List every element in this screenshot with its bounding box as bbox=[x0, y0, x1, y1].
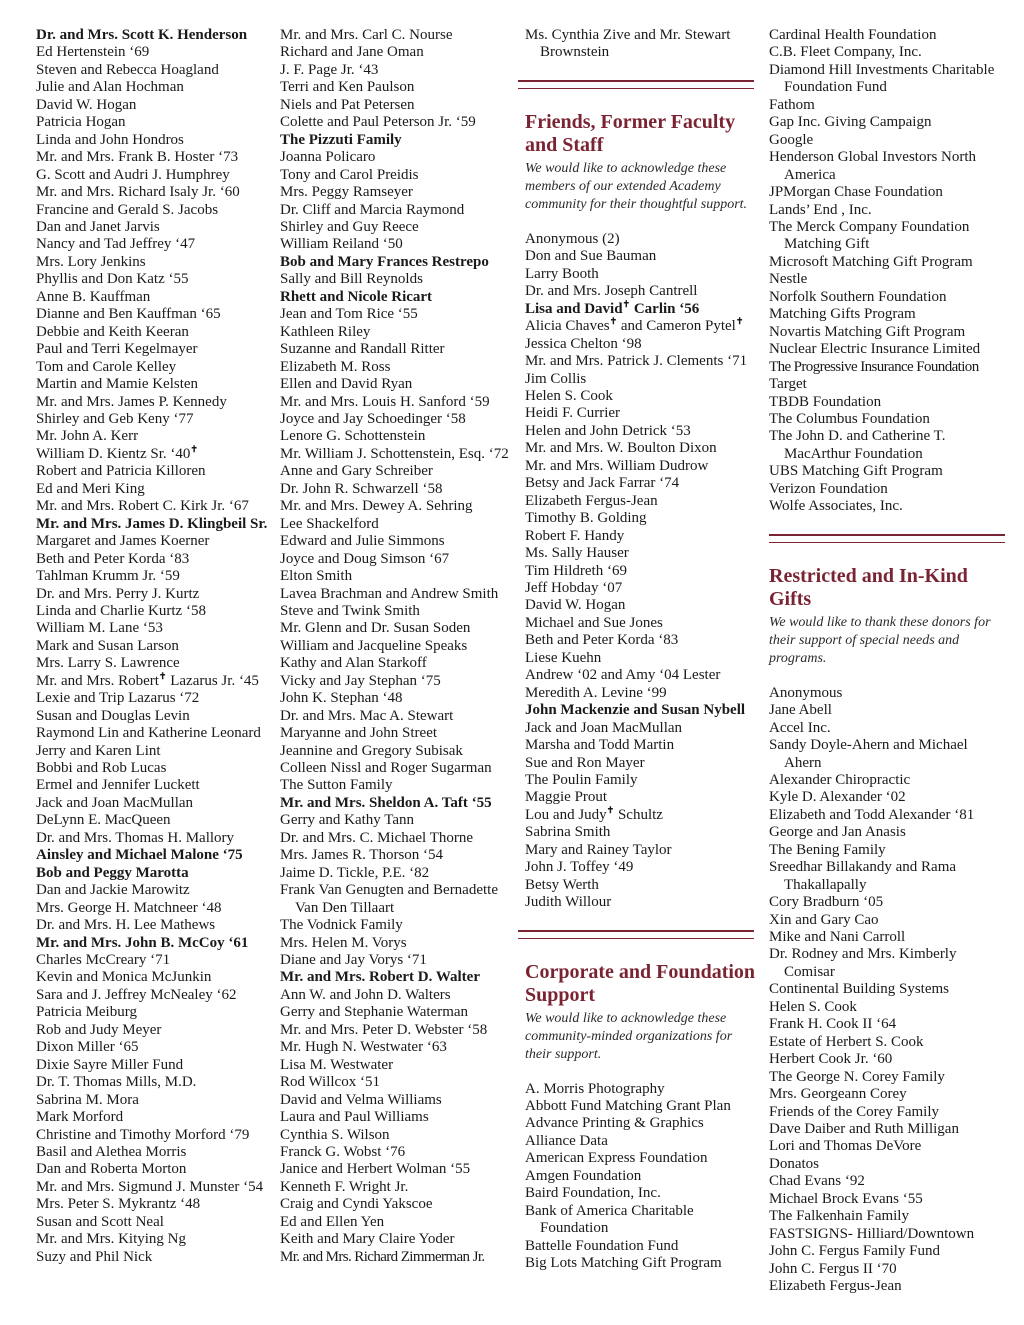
donor-name: Lisa M. Westwater bbox=[280, 1056, 394, 1073]
donor-name: Dr. and Mrs. Perry J. Kurtz bbox=[36, 585, 200, 602]
donor-name: Franck G. Wobst ‘76 bbox=[280, 1144, 406, 1160]
donor-name: Ed and Meri King bbox=[36, 480, 145, 497]
donor-name: Sally and Bill Reynolds bbox=[280, 271, 423, 288]
donor-name: Anonymous (2) bbox=[525, 230, 620, 247]
donor-name: Mr. Hugh N. Westwater ‘63 bbox=[280, 1039, 447, 1056]
donor-name: Alicia Chaves✝ and Cameron Pytel✝ bbox=[525, 316, 744, 335]
donor-name: Mark Morford bbox=[36, 1109, 124, 1126]
donor-name: Betsy Werth bbox=[525, 876, 599, 893]
donor-name: Helen S. Cook bbox=[525, 387, 613, 404]
donor-name: Ed and Ellen Yen bbox=[280, 1213, 385, 1230]
donor-name: The Sutton Family bbox=[280, 777, 393, 794]
donor-name: Kathy and Alan Starkoff bbox=[280, 655, 427, 672]
donor-name: Dr. and Mrs. Joseph Cantrell bbox=[525, 283, 698, 300]
donor-name: Dan and Janet Jarvis bbox=[36, 218, 160, 235]
donor-name: Meredith A. Levine ‘99 bbox=[525, 684, 667, 701]
donor-name: Nestle bbox=[769, 271, 808, 288]
deceased-mark: ✝ bbox=[158, 670, 167, 681]
donor-name: David W. Hogan bbox=[36, 96, 137, 113]
donor-name: Dr. and Mrs. C. Michael Thorne bbox=[280, 829, 474, 846]
donor-name: Maggie Prout bbox=[525, 789, 608, 806]
donor-name: Liese Kuehn bbox=[525, 649, 602, 666]
donor-name: Jaime D. Tickle, P.E. ‘82 bbox=[280, 864, 430, 881]
section-divider bbox=[769, 534, 1005, 543]
donor-name: Dianne and Ben Kauffman ‘65 bbox=[36, 306, 221, 323]
donor-name: Diamond Hill Investments Charitable Foundation Fund bbox=[769, 61, 995, 96]
donor-name: Mr. and Mrs. Carl C. Nourse bbox=[280, 27, 453, 43]
donor-name: Big Lots Matching Gift Program bbox=[525, 1255, 722, 1272]
donor-name: Kathleen Riley bbox=[280, 323, 371, 340]
donor-name: Rhett and Nicole Ricart bbox=[280, 288, 433, 305]
donor-name: William D. Kientz Sr. ‘40✝ bbox=[36, 443, 198, 462]
donor-name: Jack and Joan MacMullan bbox=[525, 719, 683, 736]
donor-name: Helen and John Detrick ‘53 bbox=[525, 422, 691, 439]
donor-name: Advance Printing & Graphics bbox=[525, 1115, 704, 1132]
donor-name: William and Jacqueline Speaks bbox=[280, 637, 468, 654]
donor-name: The Bening Family bbox=[769, 841, 886, 858]
donor-name: The Columbus Foundation bbox=[769, 410, 930, 427]
friends-donor-list bbox=[525, 231, 757, 912]
donor-name: Ed Hertenstein ‘69 bbox=[36, 44, 150, 61]
donor-name: Betsy and Jack Farrar ‘74 bbox=[525, 475, 680, 492]
section-intro-corporate: We would like to acknowledge these community-minded organizations for their support. bbox=[525, 1010, 733, 1062]
donor-name: Accel Inc. bbox=[769, 719, 831, 736]
donor-name: Mr. John A. Kerr bbox=[36, 428, 139, 445]
donor-column-3 bbox=[525, 27, 757, 1273]
donor-name: Verizon Foundation bbox=[769, 480, 888, 497]
donor-name: Anne B. Kauffman bbox=[36, 288, 151, 305]
donor-name: Heidi F. Currier bbox=[525, 405, 621, 422]
donor-name: Tahlman Krumm Jr. ‘59 bbox=[36, 568, 180, 585]
donor-name: Bank of America Charitable Foundation bbox=[525, 1202, 694, 1237]
donor-name: Elton Smith bbox=[280, 568, 353, 585]
donor-name: Dr. T. Thomas Mills, M.D. bbox=[36, 1074, 197, 1091]
deceased-mark: ✝ bbox=[609, 316, 618, 327]
donor-name: Amgen Foundation bbox=[525, 1167, 642, 1184]
donor-name: Basil and Alethea Morris bbox=[36, 1144, 187, 1160]
donor-name: Microsoft Matching Gift Program bbox=[769, 253, 973, 270]
deceased-mark: ✝ bbox=[190, 443, 198, 454]
corporate-donor-list-continued bbox=[769, 27, 1007, 516]
donor-name: Marsha and Todd Martin bbox=[525, 737, 675, 754]
donor-name: Kenneth F. Wright Jr. bbox=[280, 1178, 409, 1195]
donor-name: Mr. and Mrs. Frank B. Hoster ‘73 bbox=[36, 149, 239, 166]
donor-name: Gap Inc. Giving Campaign bbox=[769, 114, 932, 131]
donor-name: Elizabeth and Todd Alexander ‘81 bbox=[769, 806, 975, 823]
donor-name: Joyce and Jay Schoedinger ‘58 bbox=[280, 410, 466, 427]
donor-name: Friends of the Corey Family bbox=[769, 1103, 939, 1120]
donor-name: Dr. and Mrs. H. Lee Mathews bbox=[36, 917, 216, 934]
donor-name: Robert and Patricia Killoren bbox=[36, 463, 206, 480]
donor-name: Elizabeth Fergus-Jean bbox=[525, 492, 658, 509]
donor-name: JPMorgan Chase Foundation bbox=[769, 184, 943, 201]
donor-name: Ann W. and John D. Walters bbox=[280, 986, 451, 1003]
donor-name: C.B. Fleet Company, Inc. bbox=[769, 44, 922, 61]
donor-name: George and Jan Anasis bbox=[769, 824, 906, 841]
donor-name: Jim Collis bbox=[525, 370, 587, 387]
donor-name: Sabrina M. Mora bbox=[36, 1091, 139, 1108]
donor-name: John J. Toffey ‘49 bbox=[525, 859, 634, 876]
donor-name: Linda and John Hondros bbox=[36, 131, 184, 148]
donor-name: Maryanne and John Street bbox=[280, 725, 438, 742]
donor-name: The George N. Corey Family bbox=[769, 1068, 945, 1085]
donor-name: Alliance Data bbox=[525, 1132, 608, 1149]
donor-name: Mr. and Mrs. Louis H. Sanford ‘59 bbox=[280, 393, 490, 410]
donor-name: Rod Willcox ‘51 bbox=[280, 1074, 380, 1091]
donor-name: Dan and Roberta Morton bbox=[36, 1161, 187, 1178]
donor-name: Jeff Hobday ‘07 bbox=[525, 579, 623, 596]
donor-name: Charles McCreary ‘71 bbox=[36, 952, 171, 969]
donor-name: Mrs. Peggy Ramseyer bbox=[280, 184, 413, 201]
section-divider bbox=[518, 930, 754, 939]
section-heading-friends: Friends, Former Faculty and Staff bbox=[525, 110, 736, 157]
donor-name: John K. Stephan ‘48 bbox=[280, 690, 403, 707]
donor-name: Xin and Gary Cao bbox=[769, 911, 879, 928]
donor-name: Gerry and Stephanie Waterman bbox=[280, 1004, 469, 1021]
donor-name: Google bbox=[769, 131, 814, 148]
donor-name: Ms. Sally Hauser bbox=[525, 545, 629, 562]
donor-name: David and Velma Williams bbox=[280, 1091, 442, 1108]
donor-name: Dr. John R. Schwarzell ‘58 bbox=[280, 480, 443, 497]
donor-name: Steve and Twink Smith bbox=[280, 602, 420, 619]
donor-name: G. Scott and Audri J. Humphrey bbox=[36, 166, 230, 183]
donor-name: Dr. Rodney and Mrs. Kimberly Comisar bbox=[769, 946, 957, 980]
donor-name: American Express Foundation bbox=[525, 1150, 708, 1167]
donor-name: Judith Willour bbox=[525, 894, 612, 911]
donor-name: Laura and Paul Williams bbox=[280, 1109, 429, 1126]
donor-name: Abbott Fund Matching Grant Plan bbox=[525, 1098, 731, 1115]
donor-name: Robert F. Handy bbox=[525, 527, 625, 544]
donor-name: Mrs. Peter S. Mykrantz ‘48 bbox=[36, 1196, 201, 1213]
column-3-continued-list bbox=[525, 27, 757, 62]
donor-name: Lands’ End , Inc. bbox=[769, 201, 872, 218]
donor-name: Lexie and Trip Lazarus ‘72 bbox=[36, 690, 200, 707]
donor-name: Mr. and Mrs. Patrick J. Clements ‘71 bbox=[525, 353, 748, 370]
donor-name: Battelle Foundation Fund bbox=[525, 1237, 679, 1254]
donor-name: Sreedhar Billakandy and Rama Thakallapally bbox=[769, 859, 957, 893]
donor-name: Baird Foundation, Inc. bbox=[525, 1185, 661, 1202]
donor-name: Mr. and Mrs. Sheldon A. Taft ‘55 bbox=[280, 794, 492, 811]
donor-name: Fathom bbox=[769, 96, 815, 113]
deceased-mark: ✝ bbox=[735, 316, 744, 327]
section-intro-restricted: We would like to thank these donors for their support of special needs and programs. bbox=[769, 614, 991, 666]
donor-name: Susan and Douglas Levin bbox=[36, 707, 190, 724]
donor-name: Don and Sue Bauman bbox=[525, 248, 657, 265]
donor-name: Phyllis and Don Katz ‘55 bbox=[36, 271, 189, 288]
donor-name: Mary and Rainey Taylor bbox=[525, 841, 672, 858]
donor-name: Patricia Hogan bbox=[36, 114, 126, 131]
deceased-mark: ✝ bbox=[606, 804, 615, 815]
donor-name: Elizabeth Fergus-Jean bbox=[769, 1278, 902, 1295]
donor-name: Mr. and Mrs. James P. Kennedy bbox=[36, 393, 227, 410]
donor-name: Mr. and Mrs. Richard Isaly Jr. ‘60 bbox=[36, 184, 240, 201]
donor-name: Lisa and David✝ Carlin ‘56 bbox=[525, 298, 700, 317]
donor-name: Elizabeth M. Ross bbox=[280, 358, 391, 375]
donor-name: Frank H. Cook II ‘64 bbox=[769, 1016, 897, 1033]
donor-name: Jeannine and Gregory Subisak bbox=[280, 742, 463, 759]
donor-name: Mrs. Larry S. Lawrence bbox=[36, 655, 180, 672]
donor-name: Tom and Carole Kelley bbox=[36, 358, 177, 375]
donor-name: Ainsley and Michael Malone ‘75 bbox=[36, 847, 243, 864]
donor-name: Dave Daiber and Ruth Milligan bbox=[769, 1121, 959, 1138]
donor-name: Continental Building Systems bbox=[769, 981, 950, 998]
donor-name: Dixie Sayre Miller Fund bbox=[36, 1056, 184, 1073]
donor-name: Colette and Paul Peterson Jr. ‘59 bbox=[280, 114, 476, 131]
donor-name: Mr. and Mrs. Sigmund J. Munster ‘54 bbox=[36, 1178, 264, 1195]
donor-name: Jack and Joan MacMullan bbox=[36, 794, 194, 811]
donor-name: DeLynn E. MacQueen bbox=[36, 812, 171, 829]
donor-name: Mr. and Mrs. Richard Zimmerman Jr. bbox=[280, 1248, 485, 1265]
donor-name: Mr. and Mrs. Robert✝ Lazarus Jr. ‘45 bbox=[36, 670, 259, 689]
donor-name: Cardinal Health Foundation bbox=[769, 27, 937, 43]
donor-name: The Poulin Family bbox=[525, 771, 638, 788]
donor-name: The Pizzuti Family bbox=[280, 131, 402, 148]
donor-name: The John D. and Catherine T. MacArthur Foundation bbox=[769, 428, 946, 462]
donor-name: Shirley and Geb Keny ‘77 bbox=[36, 410, 194, 427]
donor-name: Mrs. James R. Thorson ‘54 bbox=[280, 847, 444, 864]
section-divider bbox=[518, 80, 754, 89]
donor-name: Francine and Gerald S. Jacobs bbox=[36, 201, 219, 218]
donor-name: David W. Hogan bbox=[525, 597, 626, 614]
donor-name: A. Morris Photography bbox=[525, 1080, 665, 1097]
donor-name: Lou and Judy✝ Schultz bbox=[525, 804, 663, 823]
donor-name: Gerry and Kathy Tann bbox=[280, 812, 415, 829]
donor-name: Dr. and Mrs. Scott K. Henderson bbox=[36, 27, 248, 43]
donor-name: Mr. and Mrs. Kitying Ng bbox=[36, 1231, 186, 1248]
donor-name: Richard and Jane Oman bbox=[280, 44, 424, 61]
donor-name: Colleen Nissl and Roger Sugarman bbox=[280, 760, 492, 777]
donor-name: Terri and Ken Paulson bbox=[280, 79, 415, 96]
donor-name: Vicky and Jay Stephan ‘75 bbox=[280, 672, 441, 689]
donor-name: Mr. and Mrs. William Dudrow bbox=[525, 457, 709, 474]
donor-name: John Mackenzie and Susan Nybell bbox=[525, 702, 746, 719]
donor-name: Edward and Julie Simmons bbox=[280, 533, 445, 550]
donor-name: Debbie and Keith Keeran bbox=[36, 323, 189, 340]
donor-name: Paul and Terri Kegelmayer bbox=[36, 341, 198, 358]
donor-name: William M. Lane ‘53 bbox=[36, 620, 163, 637]
donor-name: Mr. and Mrs. James D. Klingbeil Sr. bbox=[36, 515, 268, 532]
donor-name: Martin and Mamie Kelsten bbox=[36, 376, 199, 393]
corporate-donor-list bbox=[525, 1081, 757, 1273]
donor-name: Mr. and Mrs. Robert D. Walter bbox=[280, 969, 480, 986]
donor-column-2 bbox=[280, 27, 516, 1266]
donor-name: Mrs. Georgeann Corey bbox=[769, 1086, 907, 1103]
donor-name: Helen S. Cook bbox=[769, 998, 857, 1015]
donor-name: Nuclear Electric Insurance Limited bbox=[769, 341, 981, 358]
donor-name: J. F. Page Jr. ‘43 bbox=[280, 61, 379, 78]
donor-name: Alexander Chiropractic bbox=[769, 771, 911, 788]
donor-name: The Merck Company Foundation Matching Gift bbox=[769, 218, 970, 253]
donor-name: Target bbox=[769, 376, 807, 393]
donor-name: Mr. and Mrs. W. Boulton Dixon bbox=[525, 440, 717, 457]
donor-name: Wolfe Associates, Inc. bbox=[769, 498, 903, 515]
donor-name: Sabrina Smith bbox=[525, 824, 611, 841]
donor-name: Patricia Meiburg bbox=[36, 1004, 137, 1021]
donor-name: Estate of Herbert S. Cook bbox=[769, 1033, 924, 1050]
donor-name: Rob and Judy Meyer bbox=[36, 1021, 162, 1038]
donor-name: Shirley and Guy Reece bbox=[280, 218, 419, 235]
donor-name: Herbert Cook Jr. ‘60 bbox=[769, 1051, 893, 1068]
donor-name: FASTSIGNS- Hilliard/Downtown bbox=[769, 1225, 975, 1242]
section-heading-corporate: Corporate and Foundation Support bbox=[525, 960, 756, 1007]
donor-name: Timothy B. Golding bbox=[525, 510, 647, 527]
donor-name: Dr. and Mrs. Mac A. Stewart bbox=[280, 707, 454, 724]
donor-name: Margaret and James Koerner bbox=[36, 533, 210, 550]
donor-name: Janice and Herbert Wolman ‘55 bbox=[280, 1161, 471, 1178]
donor-name: The Vodnick Family bbox=[280, 917, 403, 934]
donor-name: Larry Booth bbox=[525, 265, 599, 282]
donor-name: Julie and Alan Hochman bbox=[36, 79, 184, 96]
donor-name: Bobbi and Rob Lucas bbox=[36, 760, 167, 777]
donor-name: Joanna Policaro bbox=[280, 149, 376, 166]
donor-name: Tony and Carol Preidis bbox=[280, 166, 419, 183]
donor-name: Lavea Brachman and Andrew Smith bbox=[280, 585, 499, 602]
donor-name: Jessica Chelton ‘98 bbox=[525, 335, 642, 352]
donor-name: Raymond Lin and Katherine Leonard bbox=[36, 725, 261, 742]
donor-name: TBDB Foundation bbox=[769, 393, 882, 410]
donor-name: Chad Evans ‘92 bbox=[769, 1173, 865, 1190]
donor-name: Mr. and Mrs. Peter D. Webster ‘58 bbox=[280, 1021, 488, 1038]
donor-name: Ermel and Jennifer Luckett bbox=[36, 777, 200, 794]
donor-name: Nancy and Tad Jeffrey ‘47 bbox=[36, 236, 196, 253]
donor-name: Bob and Peggy Marotta bbox=[36, 864, 189, 881]
donor-name: Mark and Susan Larson bbox=[36, 637, 179, 654]
donor-name: Andrew ‘02 and Amy ‘04 Lester bbox=[525, 667, 721, 684]
donor-name: Bob and Mary Frances Restrepo bbox=[280, 253, 489, 270]
donor-name: Mrs. Helen M. Vorys bbox=[280, 934, 407, 951]
donor-name: Matching Gifts Program bbox=[769, 306, 916, 323]
donor-name: Christine and Timothy Morford ‘79 bbox=[36, 1126, 250, 1143]
donor-name: Michael Brock Evans ‘55 bbox=[769, 1190, 923, 1207]
section-intro-friends: We would like to acknowledge these members of our extended Academy community for their thoughtful support. bbox=[525, 160, 748, 212]
donor-name: Joyce and Doug Simson ‘67 bbox=[280, 550, 450, 567]
donor-name: William Reiland ‘50 bbox=[280, 236, 403, 253]
donor-name: Jerry and Karen Lint bbox=[36, 742, 161, 759]
donor-name: Dan and Jackie Marowitz bbox=[36, 882, 190, 899]
donor-name: Jane Abell bbox=[769, 702, 832, 719]
donor-name: Suzanne and Randall Ritter bbox=[280, 341, 445, 358]
donor-name: Mr. and Mrs. Dewey A. Sehring bbox=[280, 498, 473, 515]
donor-name: Beth and Peter Korda ‘83 bbox=[36, 550, 190, 567]
donor-name: Keith and Mary Claire Yoder bbox=[280, 1231, 455, 1248]
donor-name: Henderson Global Investors North America bbox=[769, 149, 977, 183]
donor-name: Anne and Gary Schreiber bbox=[280, 463, 433, 480]
donor-name: Sara and J. Jeffrey McNealey ‘62 bbox=[36, 986, 237, 1003]
restricted-donor-list bbox=[769, 685, 1007, 1296]
donor-name: Cory Bradburn ‘05 bbox=[769, 894, 884, 911]
donor-name: Sue and Ron Mayer bbox=[525, 754, 645, 771]
donor-name: The Falkenhain Family bbox=[769, 1208, 909, 1225]
deceased-mark: ✝ bbox=[622, 298, 631, 309]
donor-name: Dr. Cliff and Marcia Raymond bbox=[280, 201, 465, 218]
donor-name: Dr. and Mrs. Thomas H. Mallory bbox=[36, 829, 235, 846]
donor-name: Beth and Peter Korda ‘83 bbox=[525, 632, 679, 649]
donor-name: Mr. and Mrs. John B. McCoy ‘61 bbox=[36, 934, 249, 951]
donor-name: Lori and Thomas DeVore bbox=[769, 1138, 922, 1155]
donor-name: Mrs. George H. Matchneer ‘48 bbox=[36, 899, 222, 916]
donor-name: Sandy Doyle-Ahern and Michael Ahern bbox=[769, 737, 968, 771]
donor-name: Suzy and Phil Nick bbox=[36, 1248, 153, 1265]
donor-name: Tim Hildreth ‘69 bbox=[525, 562, 627, 579]
donor-name: Donatos bbox=[769, 1155, 819, 1172]
donor-name: Craig and Cyndi Yakscoe bbox=[280, 1196, 433, 1213]
donor-name: UBS Matching Gift Program bbox=[769, 463, 943, 480]
donor-name: Ms. Cynthia Zive and Mr. Stewart Brownstein bbox=[525, 27, 731, 61]
donor-name: Mike and Nani Carroll bbox=[769, 929, 906, 946]
donor-name: Michael and Sue Jones bbox=[525, 614, 663, 631]
donor-name: Kyle D. Alexander ‘02 bbox=[769, 789, 906, 806]
donor-name: Linda and Charlie Kurtz ‘58 bbox=[36, 602, 206, 619]
donor-name: Anonymous bbox=[769, 684, 843, 701]
donor-name: Mr. Glenn and Dr. Susan Soden bbox=[280, 620, 471, 637]
donor-name: Ellen and David Ryan bbox=[280, 376, 413, 393]
donor-name: John C. Fergus II ‘70 bbox=[769, 1260, 897, 1277]
donor-name: Diane and Jay Vorys ‘71 bbox=[280, 952, 427, 969]
donor-name: Susan and Scott Neal bbox=[36, 1213, 164, 1230]
donor-name: Lee Shackelford bbox=[280, 515, 379, 532]
donor-name: Norfolk Southern Foundation bbox=[769, 288, 947, 305]
donor-name: Niels and Pat Petersen bbox=[280, 96, 415, 113]
donor-name: Frank Van Genugten and Bernadette Van Den Tillaart bbox=[280, 882, 498, 916]
donor-name: Jean and Tom Rice ‘55 bbox=[280, 306, 418, 323]
donor-name: John C. Fergus Family Fund bbox=[769, 1243, 940, 1260]
donor-name: Lenore G. Schottenstein bbox=[280, 428, 426, 445]
donor-name: Mrs. Lory Jenkins bbox=[36, 253, 146, 270]
donor-name: Mr. William J. Schottenstein, Esq. ‘72 bbox=[280, 445, 509, 462]
donor-name: Steven and Rebecca Hoagland bbox=[36, 61, 219, 78]
donor-name: Novartis Matching Gift Program bbox=[769, 323, 966, 340]
donor-name: Mr. and Mrs. Robert C. Kirk Jr. ‘67 bbox=[36, 498, 249, 515]
donor-column-4 bbox=[769, 27, 1007, 1296]
section-heading-restricted: Restricted and In-Kind Gifts bbox=[769, 564, 968, 611]
donor-name: Dixon Miller ‘65 bbox=[36, 1039, 139, 1056]
donor-name: Kevin and Monica McJunkin bbox=[36, 969, 212, 986]
donor-column-1 bbox=[36, 27, 272, 1266]
donor-name: The Progressive Insurance Foundation bbox=[769, 358, 979, 375]
donor-name: Cynthia S. Wilson bbox=[280, 1126, 390, 1143]
